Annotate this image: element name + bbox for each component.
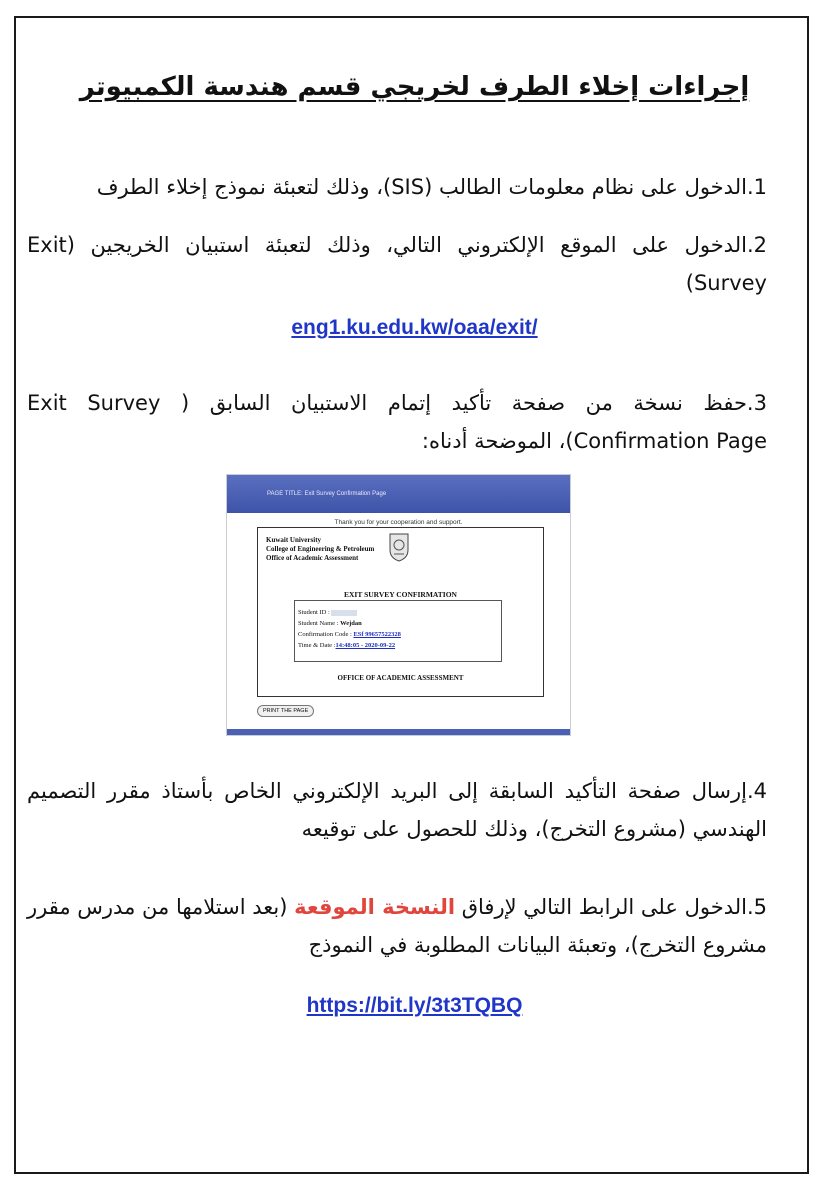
screenshot-office: OFFICE OF ACADEMIC ASSESSMENT: [337, 674, 464, 682]
time-row: [298, 640, 498, 651]
student-name-row: [298, 618, 498, 629]
page-title: إجراءات إخلاء الطرف لخريجي قسم هندسة الكمبيوتر: [79, 72, 750, 102]
step-text: إرسال صفحة التأكيد السابقة إلى البريد الإلكتروني الخاص بأستاذ مقرر التصميم الهندسي (مشروع التخرج)، وذلك للحصول على توقيعه: [27, 779, 767, 841]
step-text: الدخول على الرابط التالي لإرفاق: [455, 895, 747, 919]
confirmation-label: Confirmation Code :: [298, 631, 352, 638]
screenshot-heading: EXIT SURVEY CONFIRMATION: [344, 590, 457, 599]
step-3: [27, 384, 767, 460]
org-line: Office of Academic Assessment: [266, 554, 359, 562]
step-number: 2.: [746, 233, 767, 257]
confirmation-code: ESf 99657522328: [353, 631, 401, 638]
step-2: [27, 226, 767, 302]
student-name: Wejdan: [340, 620, 362, 627]
print-page-button[interactable]: PRINT THE PAGE: [257, 705, 314, 717]
university-seal-icon: [387, 532, 411, 562]
step-4: [27, 772, 767, 848]
screenshot-details: [294, 600, 502, 662]
time-value: 14:48:05 - 2020-09-22: [335, 642, 396, 649]
screenshot-page-title: PAGE TITLE: Exit Survey Confirmation Page: [267, 491, 387, 497]
student-id-row: [298, 607, 498, 618]
student-id-label: Student ID :: [298, 609, 330, 616]
screenshot-thanks: Thank you for your cooperation and support.: [334, 519, 463, 526]
step-text: (بعد استلامها من مدرس مقرر مشروع التخرج)، وتعبئة البيانات المطلوبة في النموذج: [27, 895, 767, 957]
step-number: 1.: [746, 175, 767, 199]
confirmation-page-screenshot: [226, 474, 571, 736]
screenshot-certificate: [257, 527, 544, 697]
screenshot-org: [266, 536, 374, 563]
signed-copy-highlight: النسخة الموقعة: [294, 895, 456, 919]
screenshot-footer-bar: [227, 729, 570, 735]
redacted-student-id: [331, 610, 357, 616]
step-text: حفظ نسخة من صفحة تأكيد إتمام الاستبيان السابق ( Exit Survey Confirmation Page)، الموضحة أدناه:: [27, 391, 767, 453]
step-number: 4.: [746, 779, 767, 803]
exit-survey-link[interactable]: eng1.ku.edu.kw/oaa/exit/: [291, 316, 538, 339]
org-line: College of Engineering & Petroleum: [266, 545, 375, 553]
step-number: 5.: [746, 895, 768, 919]
upload-form-link[interactable]: https://bit.ly/3t3TQBQ: [306, 994, 523, 1017]
org-line: Kuwait University: [266, 536, 322, 544]
step-number: 3.: [746, 391, 767, 415]
screenshot-header-bar: [227, 475, 570, 513]
confirmation-row: [298, 629, 498, 640]
step-1: [27, 168, 767, 206]
time-label: Time & Date :: [298, 642, 336, 649]
step-text: الدخول على نظام معلومات الطالب (SIS)، وذلك لتعبئة نموذج إخلاء الطرف: [96, 175, 747, 199]
step-text: الدخول على الموقع الإلكتروني التالي، وذلك لتعبئة استبيان الخريجين (Exit Survey): [27, 233, 767, 295]
step-5: [27, 888, 767, 964]
student-name-label: Student Name :: [298, 620, 339, 627]
